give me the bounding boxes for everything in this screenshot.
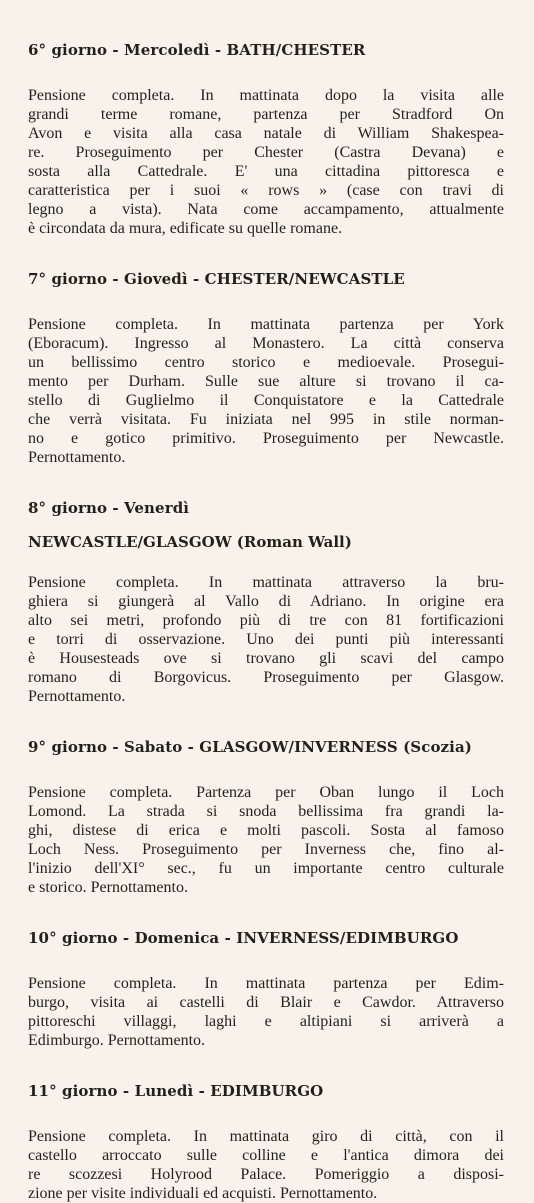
day-7-section	[28, 269, 504, 467]
day-6-section	[28, 40, 504, 238]
day-10-line: pittoreschi villaggi, laghi e altipiani si arriverà a	[28, 1013, 504, 1030]
day-6-line: caratteristica per i suoi « rows » (case con travi di	[28, 182, 504, 199]
day-6-line: grandi terme romane, partenza per Stradford On	[28, 106, 504, 123]
day-9-line: ghi, distese di erica e molti pascoli. Sosta al famoso	[28, 822, 504, 839]
day-8-line: romano di Borgovicus. Proseguimento per Glasgow.	[28, 669, 504, 686]
day-11-line: Pensione completa. In mattinata giro di città, con il	[28, 1128, 504, 1145]
day-9-title: 9° giorno - Sabato - GLASGOW/INVERNESS (Scozia)	[28, 738, 472, 756]
day-7-line: mento per Durham. Sulle sue alture si trovano il ca-	[28, 373, 504, 390]
day-8-title: 8° giorno - Venerdì	[28, 499, 190, 517]
day-10-section	[28, 928, 504, 1050]
day-10-line: burgo, visita ai castelli di Blair e Cawdor. Attraverso	[28, 994, 504, 1011]
day-7-line: un bellissimo centro storico e medioevale. Prosegui-	[28, 354, 504, 371]
day-7-title: 7° giorno - Giovedì - CHESTER/NEWCASTLE	[28, 270, 405, 288]
day-8-line: Pernottamento.	[28, 688, 126, 705]
day-8-section	[28, 498, 504, 706]
day-10-line: Pensione completa. In mattinata partenza per Edim-	[28, 975, 504, 992]
day-6-line: Pensione completa. In mattinata dopo la visita alle	[28, 87, 504, 104]
day-8-route-subtitle: NEWCASTLE/GLASGOW (Roman Wall)	[28, 533, 352, 551]
day-9-line: l'inizio dell'XI° sec., fu un importante centro culturale	[28, 860, 504, 877]
day-8-line: e torri di osservazione. Uno dei punti più interessanti	[28, 631, 504, 648]
day-6-line: re. Proseguimento per Chester (Castra Devana) e	[28, 144, 504, 161]
day-7-line: stello di Guglielmo il Conquistatore e la Cattedrale	[28, 392, 504, 409]
day-10-title: 10° giorno - Domenica - INVERNESS/EDIMBURGO	[28, 929, 459, 947]
day-11-line: zione per visite individuali ed acquisti. Pernottamento.	[28, 1185, 378, 1202]
day-9-line: Loch Ness. Proseguimento per Inverness che, fino al-	[28, 841, 504, 858]
day-6-line: legno a vista). Nata come accampamento, attualmente	[28, 201, 504, 218]
day-7-line: Pensione completa. In mattinata partenza per York	[28, 316, 504, 333]
day-7-line: che verrà visitata. Fu iniziata nel 995 in stile norman-	[28, 411, 504, 428]
day-8-line: Pensione completa. In mattinata attraverso la bru-	[28, 574, 504, 591]
day-9-description	[28, 783, 504, 897]
day-9-line: Pensione completa. Partenza per Oban lungo il Loch	[28, 784, 504, 801]
day-9-line: e storico. Pernottamento.	[28, 879, 188, 896]
day-8-line: ghiera si giungerà al Vallo di Adriano. In origine era	[28, 593, 504, 610]
day-11-section	[28, 1081, 504, 1203]
day-10-description	[28, 974, 504, 1050]
day-6-title: 6° giorno - Mercoledì - BATH/CHESTER	[28, 41, 366, 59]
day-8-description	[28, 573, 504, 706]
day-7-line: (Eboracum). Ingresso al Monastero. La città conserva	[28, 335, 504, 352]
day-11-description	[28, 1127, 504, 1203]
day-7-line: Pernottamento.	[28, 449, 126, 466]
day-7-line: no e gotico primitivo. Proseguimento per Newcastle.	[28, 430, 504, 447]
day-9-line: Lomond. La strada si snoda bellissima fra grandi la-	[28, 803, 504, 820]
day-6-line: è circondata da mura, edificate su quelle romane.	[28, 220, 343, 237]
day-8-line: è Housesteads ove si trovano gli scavi del campo	[28, 650, 504, 667]
day-11-title: 11° giorno - Lunedì - EDIMBURGO	[28, 1082, 324, 1100]
day-11-line: re scozzesi Holyrood Palace. Pomeriggio a disposi-	[28, 1166, 504, 1183]
day-7-description	[28, 315, 504, 467]
day-11-line: castello arroccato sulle colline e l'antica dimora dei	[28, 1147, 504, 1164]
day-9-section	[28, 737, 504, 897]
day-6-line: sosta alla Cattedrale. E' una cittadina pittoresca e	[28, 163, 504, 180]
day-8-line: alto sei metri, profondo più di tre con 81 fortificazioni	[28, 612, 504, 629]
day-10-line: Edimburgo. Pernottamento.	[28, 1032, 206, 1049]
day-6-line: Avon e visita alla casa natale di William Shakespea-	[28, 125, 504, 142]
day-6-description	[28, 86, 504, 238]
